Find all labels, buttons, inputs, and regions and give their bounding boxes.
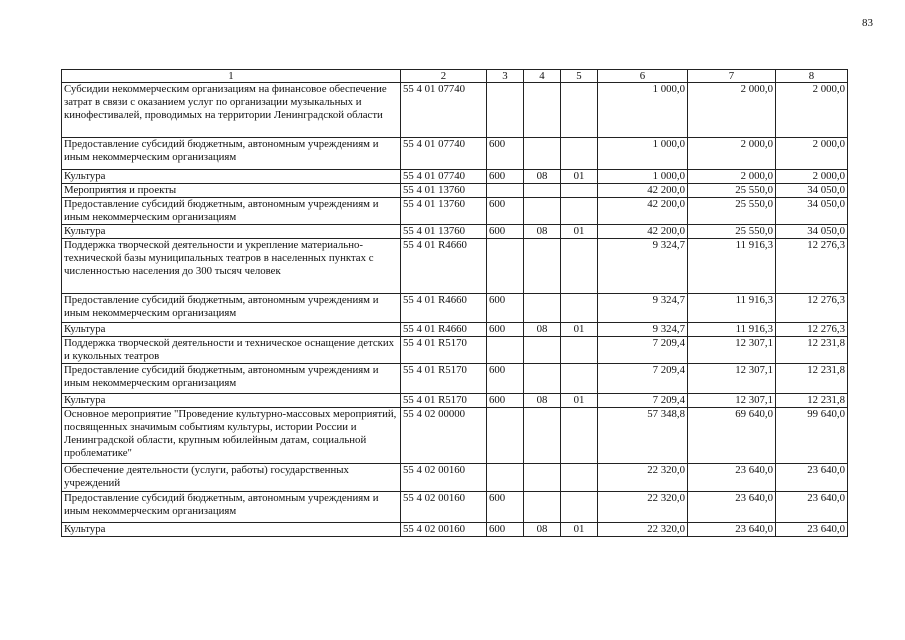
row-value-7: 12 307,1: [688, 364, 776, 394]
row-value-8: 34 050,0: [776, 225, 848, 239]
row-value-7: 12 307,1: [688, 337, 776, 364]
table-row: [62, 225, 848, 239]
column-header: 7: [688, 70, 776, 83]
row-value-8: 12 276,3: [776, 294, 848, 323]
row-col3: 600: [487, 364, 524, 394]
header-row: [62, 70, 848, 83]
row-col4: [524, 83, 561, 138]
row-col4: [524, 408, 561, 464]
row-value-7: 69 640,0: [688, 408, 776, 464]
row-code: 55 4 02 00160: [401, 523, 487, 537]
row-value-8: 12 276,3: [776, 239, 848, 294]
row-value-7: 23 640,0: [688, 464, 776, 492]
row-value-7: 2 000,0: [688, 83, 776, 138]
row-name: Мероприятия и проекты: [62, 184, 401, 198]
row-col3: [487, 337, 524, 364]
row-col3: 600: [487, 225, 524, 239]
row-col4: 08: [524, 225, 561, 239]
row-col5: [561, 464, 598, 492]
row-name: Предоставление субсидий бюджетным, автономным учреждениям и иным некоммерческим организациям: [62, 138, 401, 170]
row-col5: 01: [561, 225, 598, 239]
row-col5: [561, 83, 598, 138]
row-value-6: 1 000,0: [598, 83, 688, 138]
row-code: 55 4 01 13760: [401, 225, 487, 239]
row-code: 55 4 01 13760: [401, 198, 487, 225]
row-col5: [561, 492, 598, 523]
row-col4: 08: [524, 394, 561, 408]
row-code: 55 4 02 00160: [401, 492, 487, 523]
row-col5: 01: [561, 523, 598, 537]
row-value-6: 9 324,7: [598, 323, 688, 337]
row-value-6: 42 200,0: [598, 225, 688, 239]
table-row: [62, 523, 848, 537]
table-row: [62, 364, 848, 394]
row-col5: [561, 239, 598, 294]
row-value-7: 25 550,0: [688, 198, 776, 225]
row-value-8: 23 640,0: [776, 492, 848, 523]
row-code: 55 4 01 13760: [401, 184, 487, 198]
row-name: Предоставление субсидий бюджетным, автономным учреждениям и иным некоммерческим организациям: [62, 364, 401, 394]
row-code: 55 4 01 R4660: [401, 239, 487, 294]
row-code: 55 4 02 00000: [401, 408, 487, 464]
table-row: [62, 294, 848, 323]
row-col3: 600: [487, 323, 524, 337]
row-value-6: 7 209,4: [598, 337, 688, 364]
row-name: Основное мероприятие "Проведение культурно-массовых мероприятий, посвященных значимым событиям культуры, истории России и Ленинградской области, крупным юбилейным датам, социальной проблематике": [62, 408, 401, 464]
row-value-8: 23 640,0: [776, 523, 848, 537]
row-value-8: 12 231,8: [776, 364, 848, 394]
row-value-7: 11 916,3: [688, 239, 776, 294]
table-row: [62, 492, 848, 523]
row-name: Обеспечение деятельности (услуги, работы) государственных учреждений: [62, 464, 401, 492]
row-value-7: 11 916,3: [688, 294, 776, 323]
row-value-8: 2 000,0: [776, 170, 848, 184]
table-row: [62, 464, 848, 492]
row-name: Культура: [62, 225, 401, 239]
table-row: [62, 83, 848, 138]
row-code: 55 4 01 07740: [401, 138, 487, 170]
table-row: [62, 198, 848, 225]
row-code: 55 4 01 07740: [401, 83, 487, 138]
row-code: 55 4 01 R4660: [401, 294, 487, 323]
row-col4: 08: [524, 170, 561, 184]
row-col4: 08: [524, 523, 561, 537]
row-code: 55 4 01 R4660: [401, 323, 487, 337]
row-name: Поддержка творческой деятельности и техническое оснащение детских и кукольных театров: [62, 337, 401, 364]
row-value-8: 2 000,0: [776, 83, 848, 138]
row-col3: 600: [487, 138, 524, 170]
column-header: 1: [62, 70, 401, 83]
row-col5: 01: [561, 394, 598, 408]
row-value-6: 42 200,0: [598, 198, 688, 225]
row-col5: [561, 364, 598, 394]
row-col3: 600: [487, 294, 524, 323]
table-row: [62, 394, 848, 408]
table-row: [62, 138, 848, 170]
table-row: [62, 170, 848, 184]
row-value-6: 7 209,4: [598, 364, 688, 394]
row-name: Субсидии некоммерческим организациям на финансовое обеспечение затрат в связи с оказанием услуг по организации музыкальных и кинофестивалей, проводимых на территории Ленинградской области: [62, 83, 401, 138]
row-value-6: 1 000,0: [598, 170, 688, 184]
row-value-6: 22 320,0: [598, 523, 688, 537]
row-code: 55 4 01 R5170: [401, 364, 487, 394]
table-row: [62, 408, 848, 464]
table-row: [62, 337, 848, 364]
row-name: Предоставление субсидий бюджетным, автономным учреждениям и иным некоммерческим организациям: [62, 198, 401, 225]
row-value-6: 9 324,7: [598, 239, 688, 294]
row-value-8: 99 640,0: [776, 408, 848, 464]
column-header: 3: [487, 70, 524, 83]
row-col4: [524, 464, 561, 492]
row-col3: 600: [487, 523, 524, 537]
row-col4: [524, 239, 561, 294]
row-col3: [487, 464, 524, 492]
row-col4: [524, 337, 561, 364]
row-value-7: 2 000,0: [688, 138, 776, 170]
row-value-7: 11 916,3: [688, 323, 776, 337]
row-code: 55 4 02 00160: [401, 464, 487, 492]
row-value-7: 23 640,0: [688, 492, 776, 523]
page-number: 83: [862, 17, 873, 29]
row-value-6: 22 320,0: [598, 492, 688, 523]
row-col3: [487, 83, 524, 138]
column-header: 2: [401, 70, 487, 83]
row-name: Культура: [62, 523, 401, 537]
table-row: [62, 323, 848, 337]
row-name: Предоставление субсидий бюджетным, автономным учреждениям и иным некоммерческим организациям: [62, 294, 401, 323]
row-value-6: 9 324,7: [598, 294, 688, 323]
row-col5: [561, 337, 598, 364]
row-value-6: 22 320,0: [598, 464, 688, 492]
row-col4: [524, 184, 561, 198]
row-value-6: 57 348,8: [598, 408, 688, 464]
column-header: 5: [561, 70, 598, 83]
row-col5: [561, 184, 598, 198]
row-name: Культура: [62, 394, 401, 408]
row-value-7: 23 640,0: [688, 523, 776, 537]
row-code: 55 4 01 R5170: [401, 337, 487, 364]
row-col5: [561, 198, 598, 225]
row-value-7: 25 550,0: [688, 184, 776, 198]
row-name: Культура: [62, 170, 401, 184]
row-name: Культура: [62, 323, 401, 337]
row-col5: 01: [561, 170, 598, 184]
row-col3: [487, 239, 524, 294]
row-value-6: 7 209,4: [598, 394, 688, 408]
row-value-7: 12 307,1: [688, 394, 776, 408]
row-value-8: 12 231,8: [776, 394, 848, 408]
row-value-8: 34 050,0: [776, 198, 848, 225]
row-col4: [524, 198, 561, 225]
row-value-8: 23 640,0: [776, 464, 848, 492]
row-col3: 600: [487, 170, 524, 184]
row-col4: [524, 492, 561, 523]
row-col3: 600: [487, 492, 524, 523]
row-col5: 01: [561, 323, 598, 337]
column-header: 4: [524, 70, 561, 83]
row-value-8: 12 276,3: [776, 323, 848, 337]
row-value-6: 42 200,0: [598, 184, 688, 198]
row-col3: 600: [487, 394, 524, 408]
row-col3: 600: [487, 198, 524, 225]
row-value-8: 34 050,0: [776, 184, 848, 198]
table-row: [62, 184, 848, 198]
row-value-7: 2 000,0: [688, 170, 776, 184]
row-value-8: 12 231,8: [776, 337, 848, 364]
row-code: 55 4 01 R5170: [401, 394, 487, 408]
row-col4: [524, 294, 561, 323]
row-col3: [487, 408, 524, 464]
row-code: 55 4 01 07740: [401, 170, 487, 184]
row-name: Предоставление субсидий бюджетным, автономным учреждениям и иным некоммерческим организациям: [62, 492, 401, 523]
row-col4: [524, 138, 561, 170]
row-col4: [524, 364, 561, 394]
row-col3: [487, 184, 524, 198]
budget-table: [61, 69, 848, 537]
row-col5: [561, 138, 598, 170]
row-col5: [561, 294, 598, 323]
row-name: Поддержка творческой деятельности и укрепление материально-технической базы муниципальных театров в населенных пунктах с численностью населения до 300 тысяч человек: [62, 239, 401, 294]
row-value-6: 1 000,0: [598, 138, 688, 170]
row-value-7: 25 550,0: [688, 225, 776, 239]
column-header: 6: [598, 70, 688, 83]
row-col5: [561, 408, 598, 464]
row-value-8: 2 000,0: [776, 138, 848, 170]
table-row: [62, 239, 848, 294]
column-header: 8: [776, 70, 848, 83]
row-col4: 08: [524, 323, 561, 337]
